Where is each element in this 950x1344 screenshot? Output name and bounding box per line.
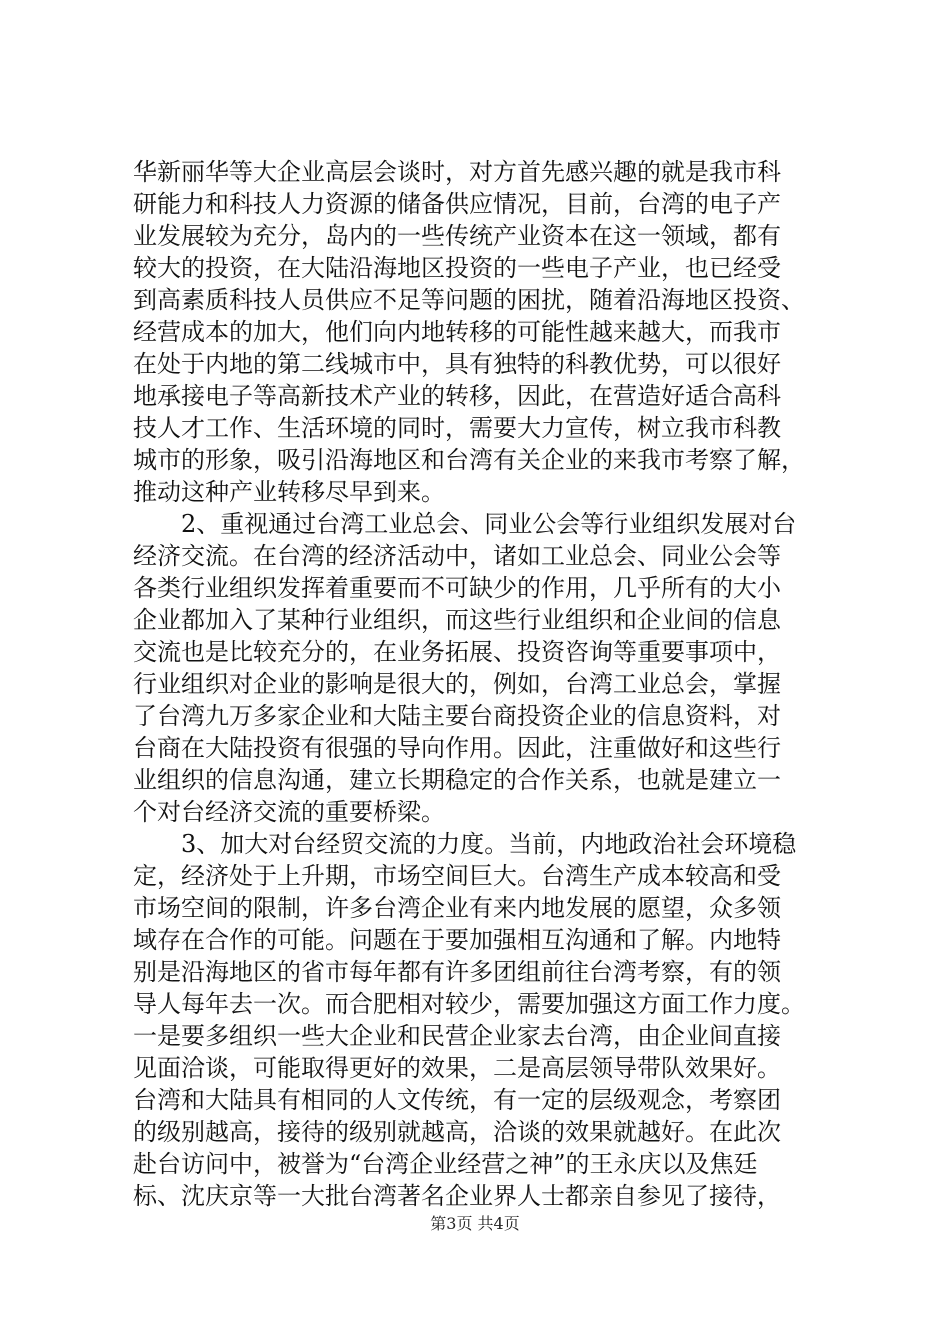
text-line: 2、重视通过台湾工业总会、同业公会等行业组织发展对台 xyxy=(133,510,797,538)
text-line: 技人才工作、生活环境的同时，需要大力宣传，树立我市科教 xyxy=(133,414,781,442)
text-line: 研能力和科技人力资源的储备供应情况，目前，台湾的电子产 xyxy=(133,190,781,218)
text-line: 标、沈庆京等一大批台湾著名企业界人士都亲自参见了接待， xyxy=(133,1182,781,1210)
text-line: 到高素质科技人员供应不足等问题的困扰，随着沿海地区投资、 xyxy=(133,286,805,314)
text-line: 域存在合作的可能。问题在于要加强相互沟通和了解。内地特 xyxy=(133,926,781,954)
text-line: 在处于内地的第二线城市中，具有独特的科教优势，可以很好 xyxy=(133,350,781,378)
text-line: 较大的投资，在大陆沿海地区投资的一些电子产业，也已经受 xyxy=(133,254,781,282)
text-line: 业发展较为充分，岛内的一些传统产业资本在这一领域，都有 xyxy=(133,222,781,250)
text-line: 3、加大对台经贸交流的力度。当前，内地政治社会环境稳 xyxy=(133,830,797,858)
text-line: 交流也是比较充分的，在业务拓展、投资咨询等重要事项中， xyxy=(133,638,781,666)
text-line: 华新丽华等大企业高层会谈时，对方首先感兴趣的就是我市科 xyxy=(133,158,781,186)
text-line: 各类行业组织发挥着重要而不可缺少的作用，几乎所有的大小 xyxy=(133,574,781,602)
text-line: 台商在大陆投资有很强的导向作用。因此，注重做好和这些行 xyxy=(133,734,781,762)
text-line: 城市的形象，吸引沿海地区和台湾有关企业的来我市考察了解， xyxy=(133,446,805,474)
text-line: 经营成本的加大，他们向内地转移的可能性越来越大，而我市 xyxy=(133,318,781,346)
text-line: 赴台访问中，被誉为“台湾企业经营之神”的王永庆以及焦廷 xyxy=(133,1150,758,1178)
text-line: 了台湾九万多家企业和大陆主要台商投资企业的信息资料，对 xyxy=(133,702,781,730)
text-line: 行业组织对企业的影响是很大的，例如，台湾工业总会，掌握 xyxy=(133,670,781,698)
text-line: 推动这种产业转移尽早到来。 xyxy=(133,478,445,506)
text-line: 业组织的信息沟通，建立长期稳定的合作关系，也就是建立一 xyxy=(133,766,781,794)
text-line: 定，经济处于上升期，市场空间巨大。台湾生产成本较高和受 xyxy=(133,862,781,890)
text-line: 别是沿海地区的省市每年都有许多团组前往台湾考察，有的领 xyxy=(133,958,781,986)
text-line: 个对台经济交流的重要桥梁。 xyxy=(133,798,445,826)
text-line: 一是要多组织一些大企业和民营企业家去台湾，由企业间直接 xyxy=(133,1022,781,1050)
text-line: 经济交流。在台湾的经济活动中，诸如工业总会、同业公会等 xyxy=(133,542,781,570)
text-line: 台湾和大陆具有相同的人文传统，有一定的层级观念，考察团 xyxy=(133,1086,781,1114)
text-line: 地承接电子等高新技术产业的转移，因此，在营造好适合高科 xyxy=(133,382,781,410)
page-footer: 第3页 共4页 xyxy=(430,1214,520,1233)
text-line: 导人每年去一次。而合肥相对较少，需要加强这方面工作力度。 xyxy=(133,990,805,1018)
text-line: 市场空间的限制，许多台湾企业有来内地发展的愿望，众多领 xyxy=(133,894,781,922)
body-text xyxy=(133,156,829,1212)
text-line: 见面洽谈，可能取得更好的效果，二是高层领导带队效果好。 xyxy=(133,1054,781,1082)
text-line: 的级别越高，接待的级别就越高，洽谈的效果就越好。在此次 xyxy=(133,1118,781,1146)
text-line: 企业都加入了某种行业组织，而这些行业组织和企业间的信息 xyxy=(133,606,781,634)
